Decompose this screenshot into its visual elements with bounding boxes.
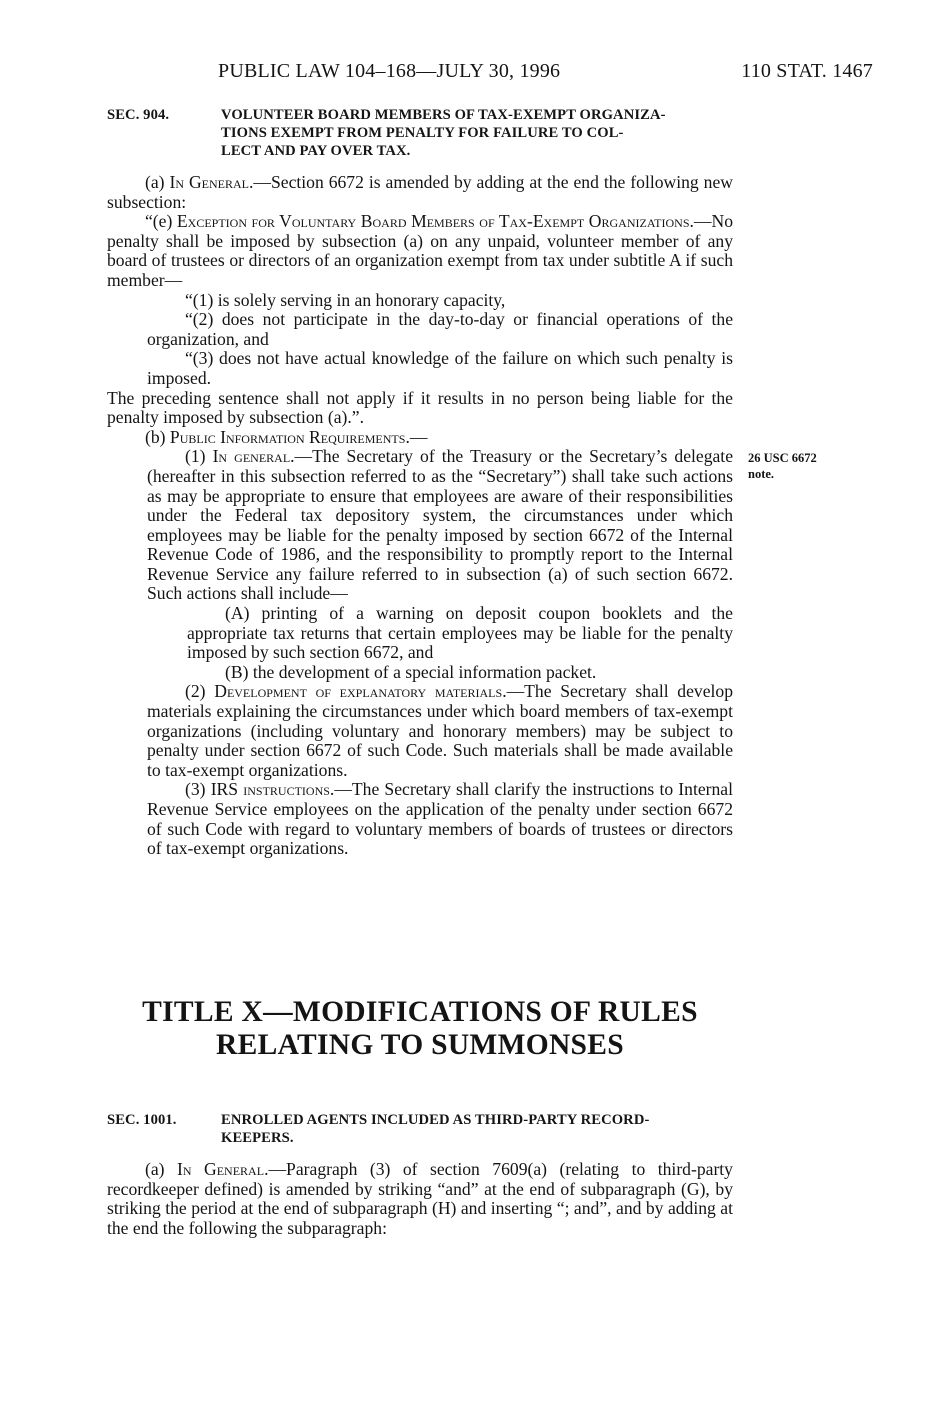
- subsection-caption: Public Information Requirements: [169, 426, 406, 447]
- new-subsection-e: “(e) Exception for Voluntary Board Members of Tax-Exempt Organizations.—No penalty shall be imposed by subsection (a) on any unpaid, volunteer member of any board of trustees or directors of an organization exempt from tax under subtitle A if such member—: [107, 211, 733, 290]
- paragraph-b2: (2) Development of explanatory materials.—The Secretary shall develop materials explaining the circumstances under which board members of tax-exempt organizations (including voluntary and honorary members) may be subject to penalty under section 6672 of such Code. Such materials shall be made available to tax-exempt organizations.: [147, 681, 733, 780]
- paragraph-b3: (3) IRS instructions.—The Secretary shall clarify the instructions to Internal Revenue Service employees on the application of the penalty under section 6672 of such Code with regard to voluntary members of boards of trustees or directors of tax-exempt organizations.: [147, 779, 733, 859]
- section-1001-body: [107, 1160, 733, 1238]
- title-line: TITLE X—MODIFICATIONS OF RULES: [142, 996, 698, 1028]
- margin-note-citation: 26 USC 6672: [748, 451, 817, 465]
- section-title-line: LECT AND PAY OVER TAX.: [221, 143, 411, 159]
- paragraph-caption: In general: [212, 446, 291, 467]
- subparagraph-b: (B) the development of a special information packet.: [225, 661, 597, 682]
- section-904-body: [107, 173, 733, 859]
- section-number: SEC. 1001.: [107, 1112, 177, 1128]
- subparagraph-a: (A) printing of a warning on deposit coupon booklets and the appropriate tax returns that certain employees may be liable for the penalty imposed by such section 6672, and: [187, 603, 733, 663]
- subsection-caption: In General: [169, 172, 249, 192]
- subsection-b: (b) Public Information Requirements.—: [145, 426, 428, 447]
- paragraph-3: “(3) does not have actual knowledge of the failure on which such penalty is imposed.: [147, 348, 733, 388]
- section-1001-heading: [107, 1111, 733, 1147]
- paragraph-1: “(1) is solely serving in an honorary capacity,: [185, 289, 506, 310]
- section-title-line: KEEPERS.: [221, 1130, 294, 1146]
- margin-note-label: note.: [748, 467, 775, 481]
- section-title-line: VOLUNTEER BOARD MEMBERS OF TAX-EXEMPT ORGANIZA-: [221, 107, 666, 123]
- title-x-heading: [107, 996, 733, 1062]
- section-number: SEC. 904.: [107, 107, 170, 123]
- subsection-caption: In General: [177, 1159, 265, 1179]
- closing-sentence: The preceding sentence shall not apply if it results in no person being liable for the penalty imposed by subsection (a).”.: [107, 387, 733, 428]
- section-904-heading: [107, 106, 733, 160]
- subsection-a: (a) In General.—Paragraph (3) of section 7609(a) (relating to third-party recordkeeper defined) is amended by striking “and” at the end of subparagraph (G), by striking the period at the end of subparagraph (H) and inserting “; and”, and by adding at the end the following the subparagraph:: [107, 1159, 733, 1238]
- public-law-citation: PUBLIC LAW 104–168—JULY 30, 1996: [218, 60, 561, 82]
- subsection-a: (a) In General.—Section 6672 is amended by adding at the end the following new subsection:: [107, 172, 733, 212]
- paragraph-caption: IRS instructions: [210, 779, 330, 800]
- margin-note: [748, 450, 858, 482]
- paragraph-2: “(2) does not participate in the day-to-day or financial operations of the organization, and: [147, 309, 733, 349]
- title-line: RELATING TO SUMMONSES: [216, 1029, 624, 1061]
- paragraph-b1: (1) In general.—The Secretary of the Treasury or the Secretary’s delegate (hereafter in this subsection referred to as the “Secretary”) shall take such actions as may be appropriate to ensure that employees are aware of their responsibilities under the Federal tax depository system, the circumstances under which employees may be liable for the penalty imposed by section 6672 of the Internal Revenue Code of 1986, and the responsibility to promptly report to the Internal Revenue Service any failure referred to in subsection (a) of such section 6672. Such actions shall include—: [147, 446, 733, 604]
- statute-page-number: 110 STAT. 1467: [741, 60, 873, 82]
- section-title-line: TIONS EXEMPT FROM PENALTY FOR FAILURE TO COL-: [221, 125, 624, 141]
- section-title-line: ENROLLED AGENTS INCLUDED AS THIRD-PARTY RECORD-: [221, 1112, 650, 1128]
- subsection-caption: Exception for Voluntary Board Members of Tax-Exempt Organizations: [176, 211, 690, 232]
- paragraph-caption: Development of explanatory materials: [214, 681, 503, 702]
